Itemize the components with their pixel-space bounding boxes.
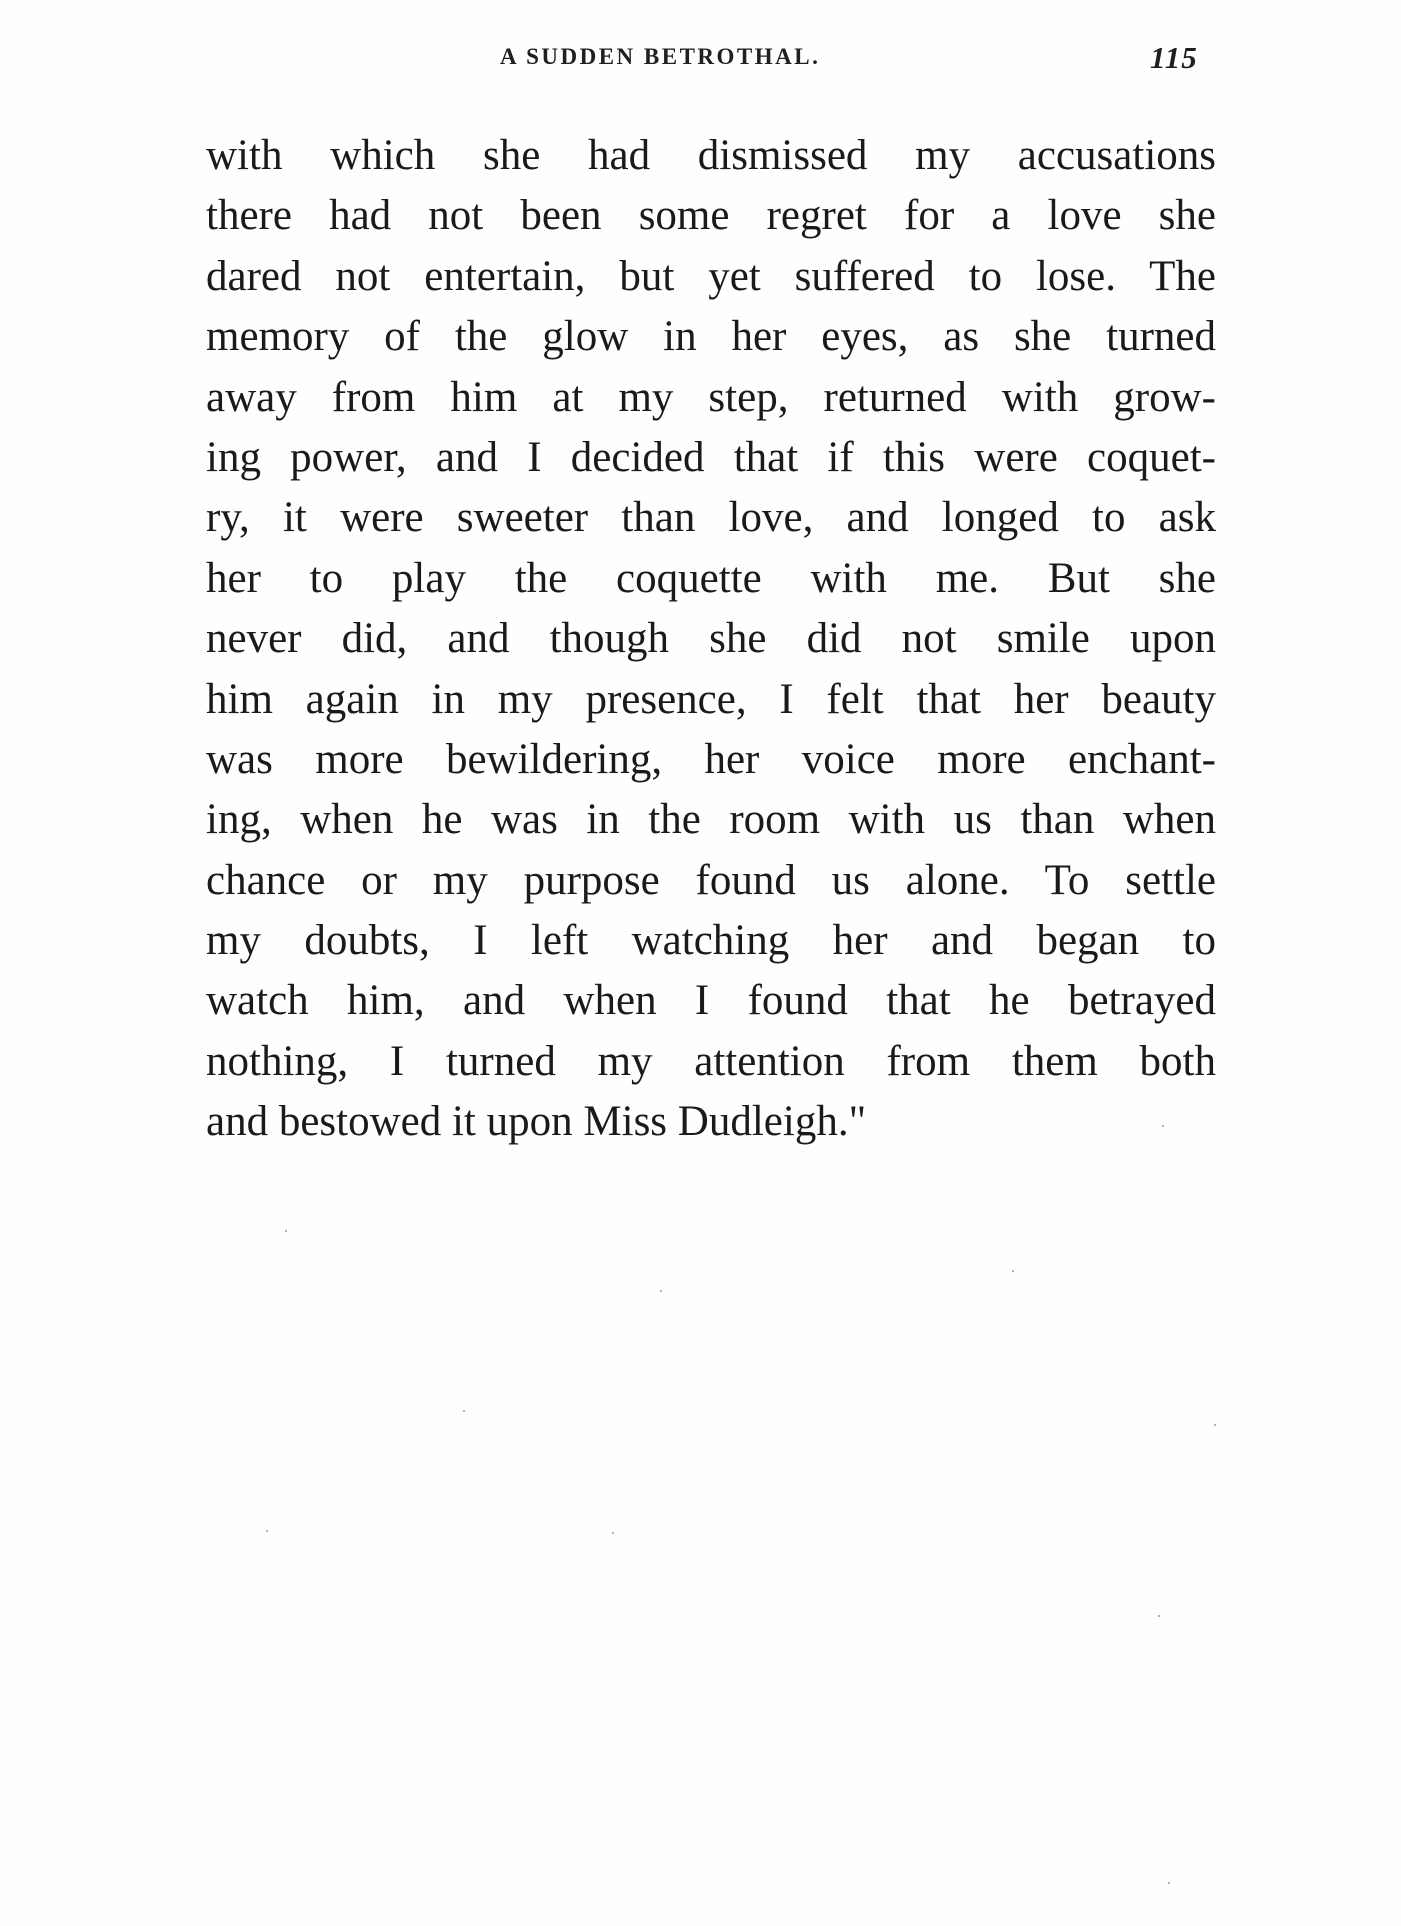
body-paragraph [206, 126, 1216, 1153]
text-line: him again in my presence, I felt that her beauty [206, 675, 1216, 723]
paper-speck [1162, 1125, 1164, 1127]
text-line: ing, when he was in the room with us than when [206, 796, 1216, 844]
text-line: there had not been some regret for a love she [206, 192, 1216, 240]
text-line: with which she had dismissed my accusations [206, 132, 1216, 179]
text-line: and bestowed it upon Miss Dudleigh." [206, 1098, 867, 1146]
text-line: memory of the glow in her eyes, as she turned [206, 313, 1216, 361]
text-line: dared not entertain, but yet suffered to lose. The [206, 252, 1216, 300]
paper-speck [1012, 1270, 1014, 1272]
text-line: chance or my purpose found us alone. To settle [206, 856, 1216, 904]
running-head [0, 40, 1401, 84]
paper-speck [266, 1530, 268, 1532]
text-line: was more bewildering, her voice more enchant- [206, 735, 1216, 783]
text-line: her to play the coquette with me. But she [206, 554, 1216, 602]
text-line: ry, it were sweeter than love, and longed to ask [206, 494, 1216, 542]
text-line: nothing, I turned my attention from them both [206, 1037, 1216, 1085]
text-line: away from him at my step, returned with grow- [206, 373, 1216, 421]
paper-speck [463, 1410, 465, 1412]
paper-speck [1168, 1882, 1170, 1884]
page-number: 115 [1150, 40, 1198, 75]
paper-speck [1214, 1424, 1216, 1426]
paper-speck [660, 1290, 662, 1292]
paper-speck [1158, 1615, 1160, 1617]
text-line: ing power, and I decided that if this were coquet- [206, 433, 1216, 481]
text-line: watch him, and when I found that he betrayed [206, 977, 1216, 1025]
running-title: A SUDDEN BETROTHAL. [500, 44, 821, 69]
paper-speck [285, 1230, 287, 1232]
paper-speck [612, 1532, 614, 1534]
text-line: my doubts, I left watching her and began to [206, 917, 1216, 965]
text-line: never did, and though she did not smile upon [206, 615, 1216, 663]
